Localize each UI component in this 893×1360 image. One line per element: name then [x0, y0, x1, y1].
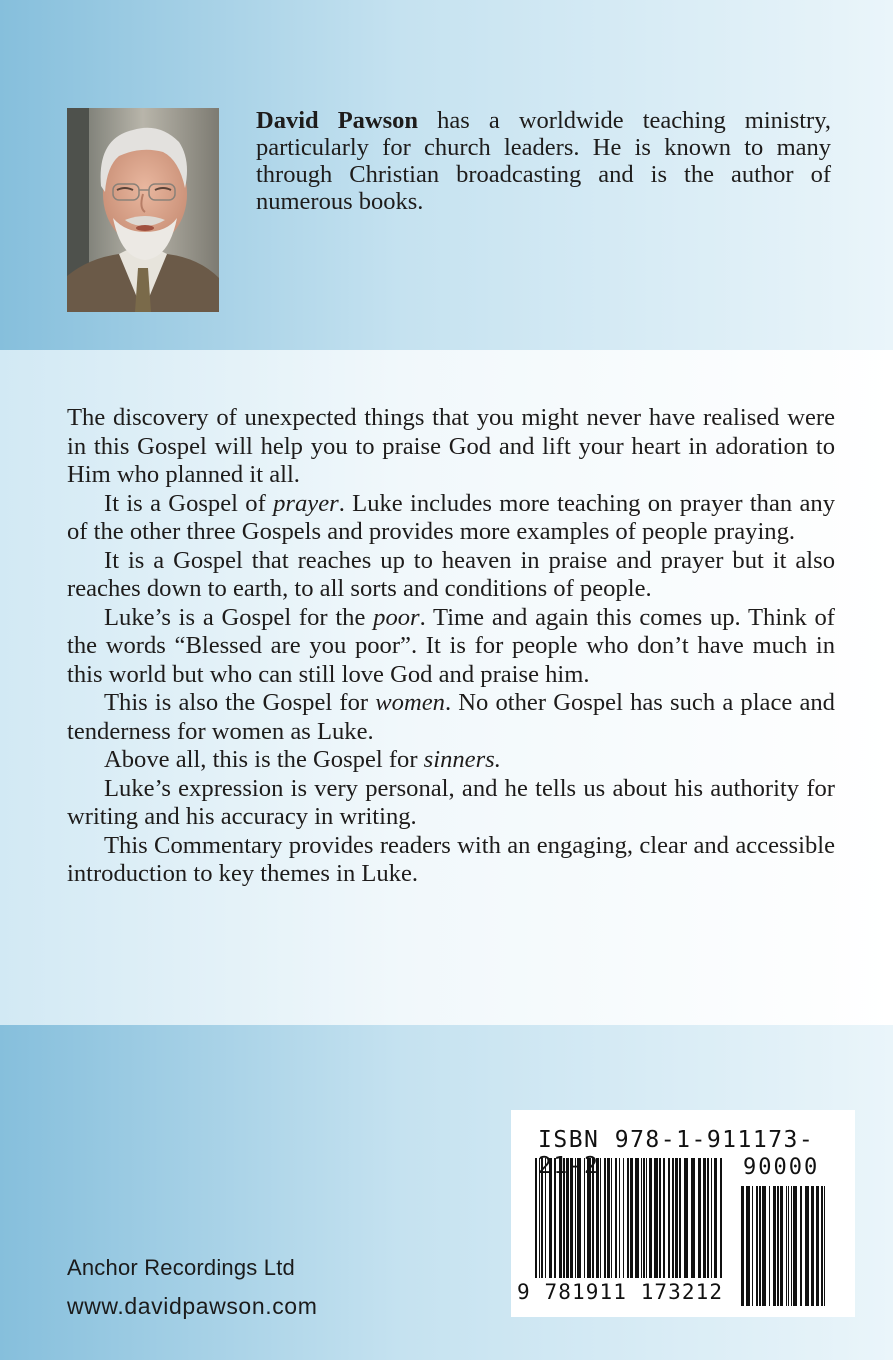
barcode-stripe	[649, 1158, 652, 1278]
barcode-stripe	[684, 1158, 688, 1278]
barcode-stripe	[643, 1158, 645, 1278]
price-addon: 90000	[743, 1155, 820, 1180]
blurb-text: . Luke includes more teaching on prayer than any of the other three Gospels and provides more examples of people praying.	[67, 489, 836, 545]
blurb-text: It is a Gospel of	[104, 489, 274, 517]
barcode-stripe	[592, 1158, 594, 1278]
ean-digits: 9 781911 173212	[517, 1280, 724, 1304]
barcode-stripe	[607, 1158, 610, 1278]
barcode-stripe	[654, 1158, 658, 1278]
barcode-stripe	[575, 1158, 576, 1278]
barcode-stripe	[611, 1158, 612, 1278]
barcode-stripe	[559, 1158, 562, 1278]
isbn-barcode	[511, 1110, 855, 1317]
author-bio-text: has a worldwide teaching ministry, particularly for church leaders. He is known to many through Christian broadcasting and is the author of numerous books.	[256, 107, 831, 215]
blurb-text: . No other Gospel has such a place and tenderness for women as Luke.	[67, 689, 835, 745]
barcode-stripe	[746, 1186, 750, 1306]
barcode-stripe	[668, 1158, 670, 1278]
blurb-paragraph	[67, 490, 835, 547]
barcode-stripe	[752, 1186, 753, 1306]
publisher-name: Anchor Recordings Ltd	[67, 1255, 295, 1280]
barcode-stripe	[756, 1186, 758, 1306]
barcode-stripe	[777, 1186, 779, 1306]
blurb-paragraph	[67, 604, 835, 690]
barcode-stripe	[554, 1158, 556, 1278]
barcode-stripe	[570, 1158, 573, 1278]
barcode-stripe	[791, 1186, 792, 1306]
barcode-stripe	[811, 1186, 814, 1306]
barcode-stripe	[824, 1186, 825, 1306]
barcode-stripe	[635, 1158, 639, 1278]
book-description	[67, 404, 835, 889]
blurb-text: The discovery of unexpected things that you might never have realised were in this Gospel will help you to praise God and lift your heart in adoration to Him who planned it all.	[67, 404, 835, 488]
blurb-text: Luke’s is a Gospel for the	[104, 603, 374, 631]
barcode-stripe	[619, 1158, 620, 1278]
barcode-stripe	[773, 1186, 776, 1306]
blurb-paragraph	[67, 689, 835, 746]
barcode-stripe	[623, 1158, 624, 1278]
barcode-stripe	[615, 1158, 617, 1278]
barcode-stripe	[566, 1158, 569, 1278]
author-name: David Pawson	[256, 107, 419, 134]
barcode-stripe	[800, 1186, 802, 1306]
blurb-text: This Commentary provides readers with an engaging, clear and accessible introduction to key themes in Luke.	[67, 831, 835, 887]
barcode-stripe	[596, 1158, 599, 1278]
barcode-stripe	[663, 1158, 665, 1278]
barcode-stripe	[786, 1186, 787, 1306]
barcode-stripe	[535, 1158, 537, 1278]
barcode-stripe	[821, 1186, 823, 1306]
barcode-stripe	[600, 1158, 601, 1278]
barcode-stripe	[630, 1158, 633, 1278]
barcode-stripe	[780, 1186, 783, 1306]
barcode-stripe	[549, 1158, 552, 1278]
blurb-paragraph	[67, 404, 835, 490]
blurb-text: It is a Gospel that reaches up to heaven in praise and prayer but it also reaches down to earth, to all sorts and conditions of people.	[67, 546, 835, 602]
barcode-stripe	[788, 1186, 789, 1306]
barcode-stripe	[698, 1158, 701, 1278]
blurb-text: This is also the Gospel for	[104, 689, 376, 716]
barcode-stripe	[714, 1158, 717, 1278]
barcode-stripe	[627, 1158, 629, 1278]
barcode-stripe	[691, 1158, 695, 1278]
barcode-stripe	[659, 1158, 661, 1278]
publisher-website: www.davidpawson.com	[67, 1293, 318, 1319]
blurb-emphasis: poor	[373, 603, 420, 631]
blurb-emphasis: sinners.	[423, 746, 501, 773]
author-photo	[67, 108, 219, 312]
barcode-stripe	[759, 1186, 761, 1306]
barcode-stripe	[762, 1186, 766, 1306]
barcode-stripe	[741, 1186, 744, 1306]
barcode-stripe	[641, 1158, 642, 1278]
barcode-stripe	[646, 1158, 647, 1278]
barcode-stripe	[587, 1158, 591, 1278]
barcode-stripe	[563, 1158, 565, 1278]
barcode-stripe	[545, 1158, 546, 1278]
barcode-stripe	[539, 1158, 540, 1278]
barcode-stripe	[720, 1158, 722, 1278]
blurb-emphasis: women	[375, 689, 445, 716]
barcode-stripe	[604, 1158, 606, 1278]
barcode-stripe	[675, 1158, 678, 1278]
barcode-stripe	[679, 1158, 681, 1278]
isbn-number: ISBN 978-1-911173-21-2	[538, 1127, 815, 1179]
barcode-stripe	[541, 1158, 543, 1278]
blurb-text: Luke’s expression is very personal, and he tells us about his authority for writing and his accuracy in writing.	[67, 774, 835, 830]
barcode-stripe	[577, 1158, 581, 1278]
barcode-stripe	[711, 1158, 712, 1278]
blurb-paragraph	[67, 832, 835, 889]
barcode-stripe	[816, 1186, 819, 1306]
author-bio	[256, 107, 831, 215]
barcode-stripe	[584, 1158, 585, 1278]
barcode-stripe	[769, 1186, 770, 1306]
barcode-stripe	[793, 1186, 797, 1306]
barcode-stripe	[672, 1158, 674, 1278]
blurb-paragraph	[67, 746, 835, 775]
blurb-emphasis: prayer	[273, 489, 339, 517]
barcode-stripe	[703, 1158, 706, 1278]
blurb-paragraph	[67, 547, 835, 604]
blurb-paragraph	[67, 775, 835, 832]
barcode-stripe	[707, 1158, 709, 1278]
barcode-stripe	[805, 1186, 809, 1306]
blurb-text: . Time and again this comes up. Think of the words “Blessed are you poor”. It is for people who don’t have much in this world but who can still love God and praise him.	[67, 603, 835, 688]
blurb-text: Above all, this is the Gospel for	[104, 746, 424, 773]
